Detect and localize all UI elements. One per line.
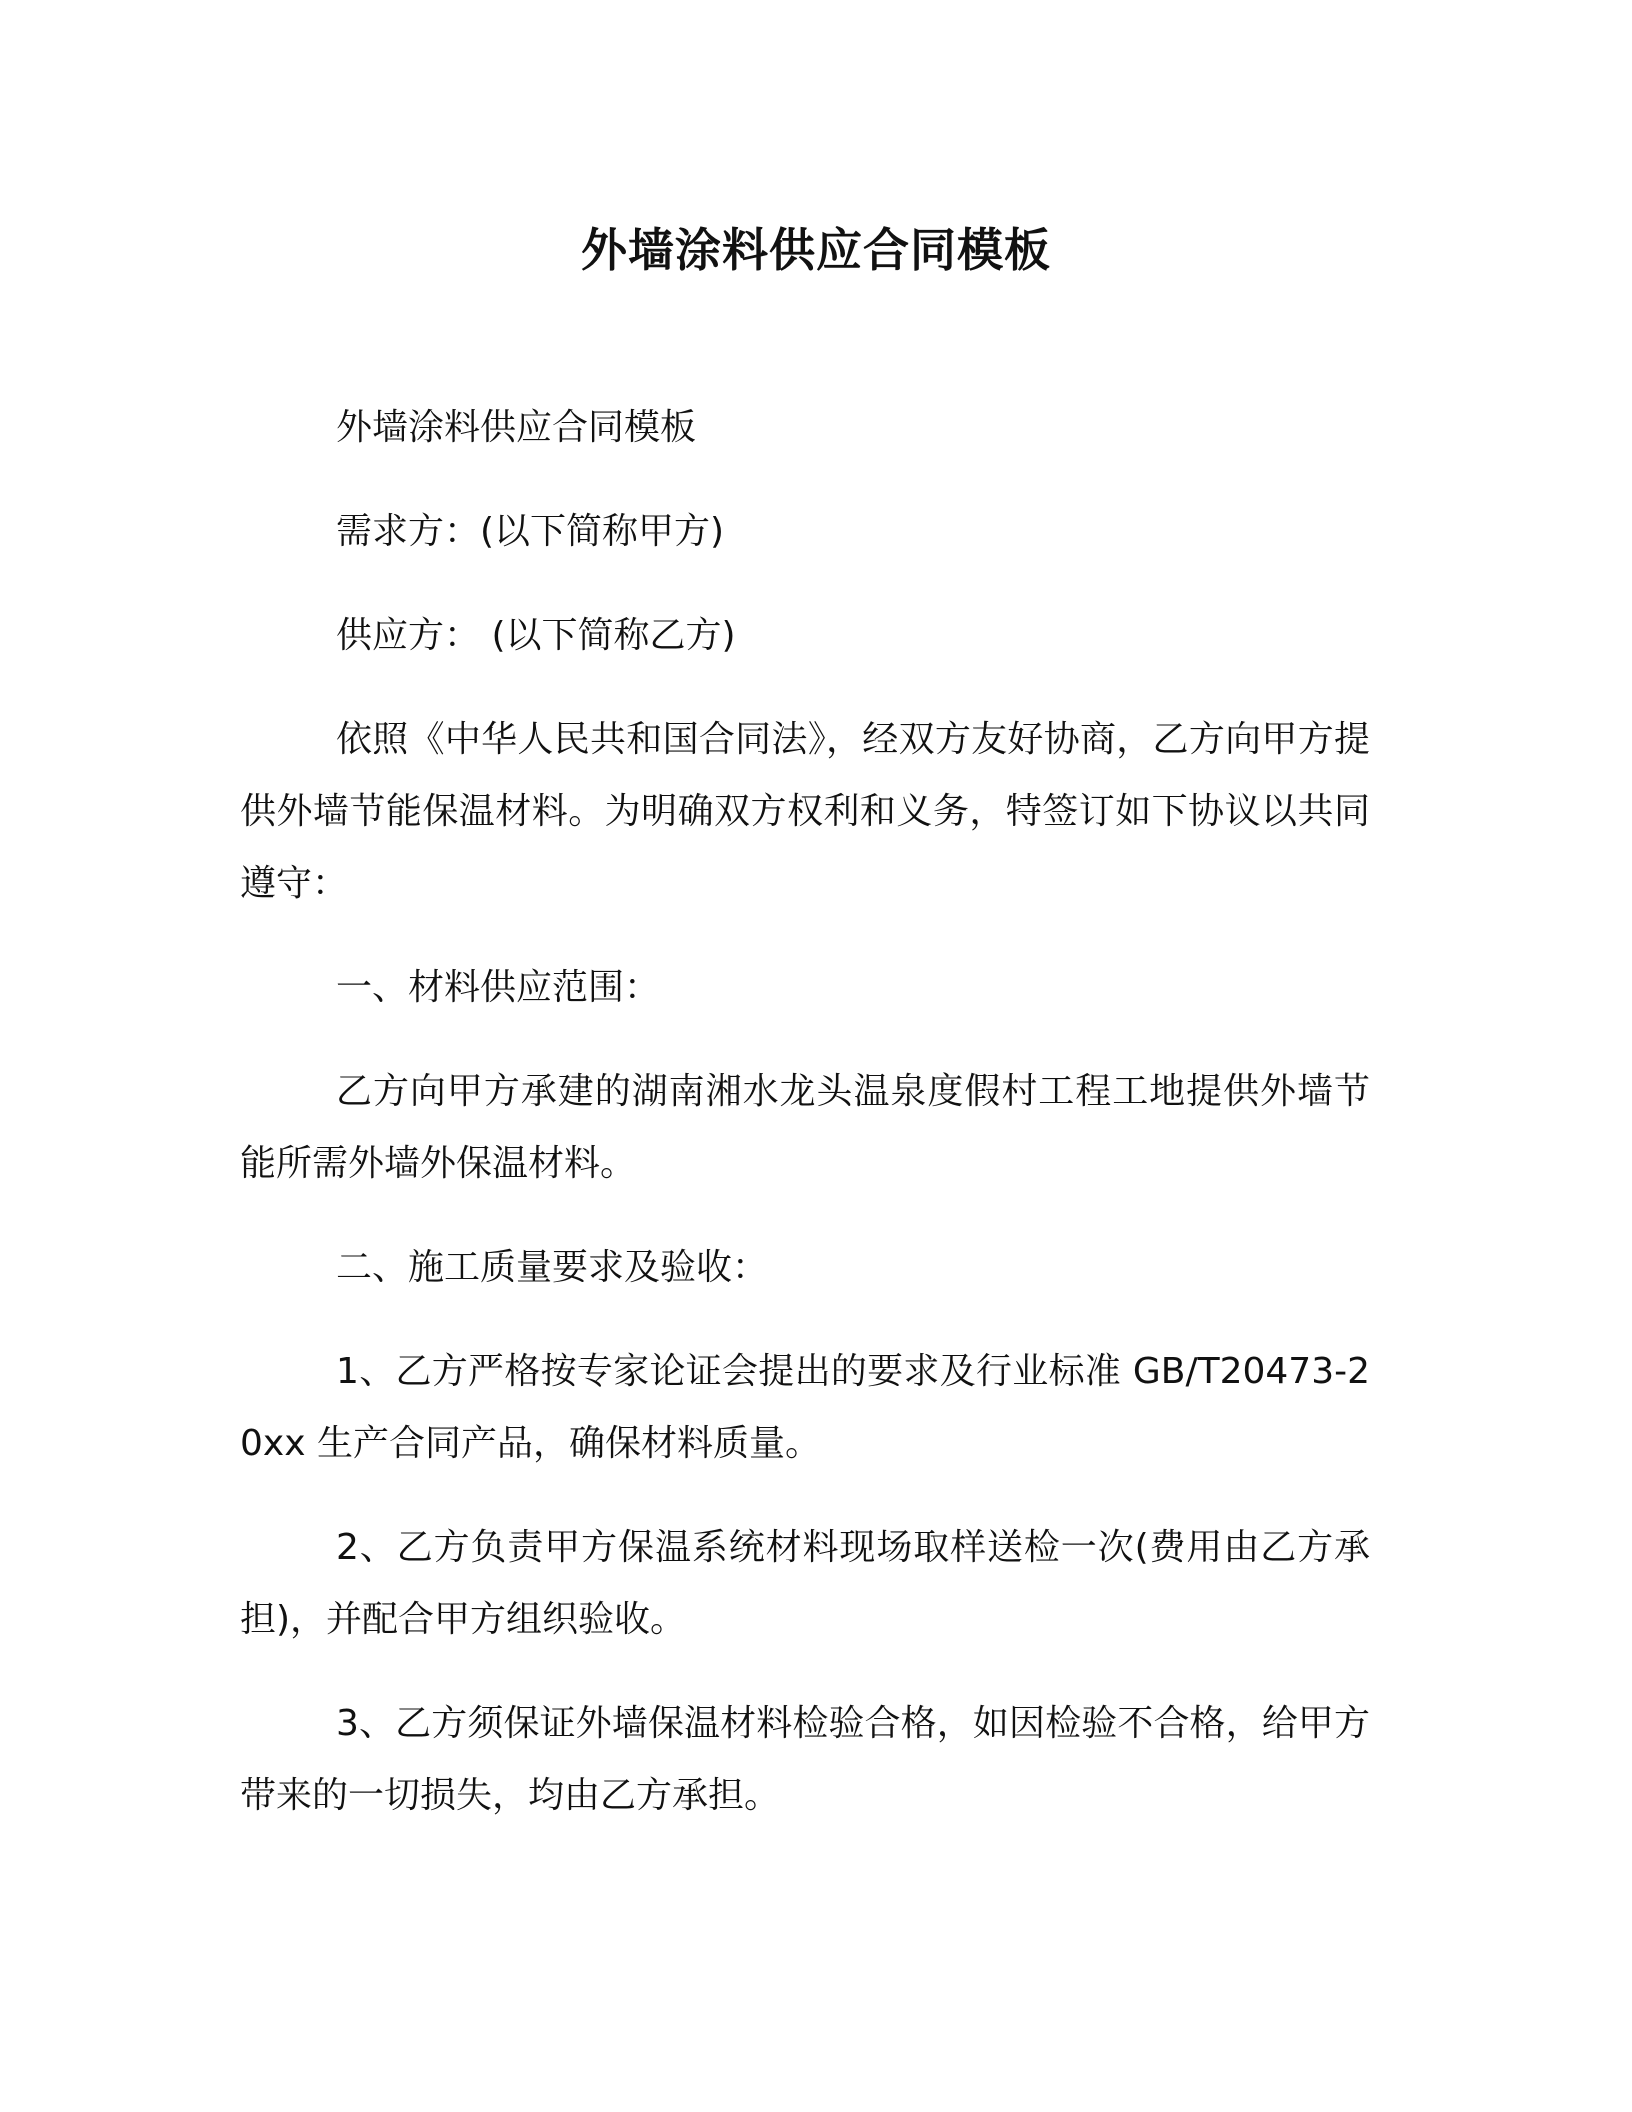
document-title: 外墙涂料供应合同模板: [581, 223, 1051, 277]
subtitle-paragraph: 外墙涂料供应合同模板: [336, 407, 697, 448]
clause-2-paragraph: 2、乙方负责甲方保温系统材料现场取样送检一次(费用由乙方承担)，并配合甲方组织验收。: [240, 1527, 1370, 1640]
section-heading-2: 二、施工质量要求及验收：: [336, 1247, 769, 1288]
document-body: [240, 392, 1370, 1864]
clause-1-paragraph: 1、乙方严格按专家论证会提出的要求及行业标准 GB/T20473-20xx 生产合同产品，确保材料质量。: [240, 1351, 1370, 1464]
clause-3-paragraph: 3、乙方须保证外墙保温材料检验合格，如因检验不合格，给甲方带来的一切损失，均由乙方承担。: [240, 1703, 1370, 1816]
supplier-paragraph: 供应方： (以下简称乙方): [336, 615, 736, 656]
supply-scope-paragraph: 乙方向甲方承建的湖南湘水龙头温泉度假村工程工地提供外墙节能所需外墙外保温材料。: [240, 1071, 1370, 1184]
preamble-paragraph: 依照《中华人民共和国合同法》，经双方友好协商，乙方向甲方提供外墙节能保温材料。为明确双方权利和义务，特签订如下协议以共同遵守：: [240, 719, 1370, 904]
section-heading-1: 一、材料供应范围：: [336, 967, 661, 1008]
buyer-paragraph: 需求方：(以下简称甲方): [336, 511, 725, 552]
